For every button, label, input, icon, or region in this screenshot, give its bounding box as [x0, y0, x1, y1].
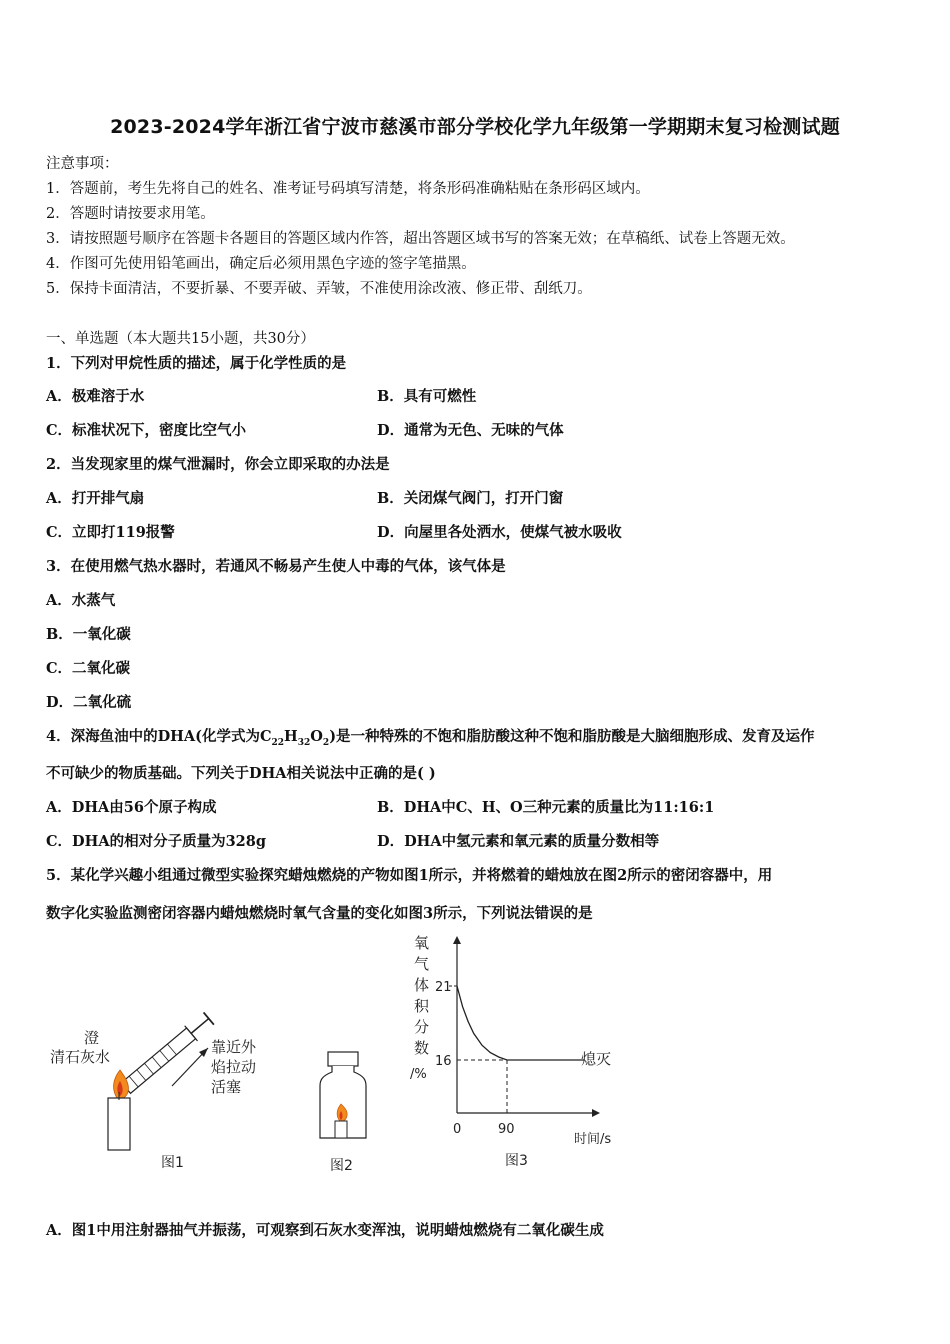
- q1-option-d: D．通常为无色、无味的气体: [377, 422, 564, 439]
- chart-xlabel: 时间/s: [574, 1132, 612, 1147]
- chart-ylabel-char: 体: [414, 976, 430, 994]
- chart-y-tick-label: 21: [435, 980, 452, 995]
- syringe-label-line1: 靠近外: [211, 1038, 257, 1056]
- q3-option-d: D．二氧化硫: [46, 694, 132, 711]
- q2-option-a: A．打开排气扇: [46, 490, 145, 507]
- q1-option-c: C．标准状况下，密度比空气小: [46, 422, 247, 439]
- notice-item: 5．保持卡面清洁，不要折暴、不要弄破、弄皱，不准使用涂改液、修正带、刮纸刀。: [46, 281, 592, 297]
- chart-ylabel-char: 积: [414, 997, 430, 1015]
- q4-option-b: B．DHA中C、H、O三种元素的质量比为11:16:1: [377, 799, 715, 816]
- question-2-stem: 2．当发现家里的煤气泄漏时，你会立即采取的办法是: [46, 456, 390, 473]
- syringe-label-line2: 焰拉动: [211, 1058, 257, 1076]
- notice-item: 3．请按照题号顺序在答题卡各题目的答题区域内作答，超出答题区域书写的答案无效；在草稿纸、试卷上答题无效。: [46, 231, 795, 247]
- q3-option-c: C．二氧化碳: [46, 660, 131, 677]
- q1-option-b: B．具有可燃性: [377, 388, 477, 405]
- x-axis-arrow-icon: [592, 1109, 600, 1117]
- chart-ylabel-char: 数: [414, 1039, 430, 1057]
- chart-ylabel-char: 氧: [414, 934, 430, 952]
- figure-1: [50, 1011, 257, 1171]
- notice-item: 4．作图可先使用铅笔画出，确定后必须用黑色字迹的签字笔描黑。: [46, 256, 476, 272]
- q4-h: H: [284, 728, 298, 745]
- question-3-stem: 3．在使用燃气热水器时，若通风不畅易产生使人中毒的气体，该气体是: [46, 558, 506, 575]
- q4-sub-o: 2: [322, 737, 330, 748]
- chart-ylabel: [414, 934, 430, 1057]
- syringe-label-line3: 活塞: [211, 1078, 242, 1096]
- limewater-label-line1: 澄: [84, 1029, 100, 1047]
- q2-option-b: B．关闭煤气阀门，打开门窗: [377, 490, 564, 507]
- figure-1-label: 图1: [161, 1155, 184, 1171]
- notice-item: 1．答题前，考生先将自己的姓名、准考证号码填写清楚，将条形码准确粘贴在条形码区域内。: [46, 181, 650, 197]
- q4-option-d: D．DHA中氢元素和氧元素的质量分数相等: [377, 833, 660, 850]
- question-4-stem-line2: 不可缺少的物质基础。下列关于DHA相关说法中正确的是( ): [46, 765, 436, 782]
- q4-option-c: C．DHA的相对分子质量为328g: [46, 833, 266, 850]
- chart-ylabel-unit: /%: [410, 1067, 427, 1082]
- q3-option-b: B．一氧化碳: [46, 626, 131, 643]
- question-1-stem: 1．下列对甲烷性质的描述，属于化学性质的是: [46, 355, 347, 372]
- notice-heading: 注意事项：: [46, 156, 119, 172]
- q4-stem-post: )是一种特殊的不饱和脂肪酸这种不饱和脂肪酸是大脑细胞形成、发育及运作: [329, 728, 815, 745]
- q2-option-c: C．立即打119报警: [46, 524, 175, 541]
- chart-x-tick-label: 90: [498, 1122, 515, 1137]
- figure-3-chart: [410, 934, 611, 1169]
- q5-option-a: A．图1中用注射器抽气并振荡，可观察到石灰水变浑浊，说明蜡烛燃烧有二氧化碳生成: [46, 1222, 604, 1239]
- chart-x-tick-label: 0: [453, 1122, 462, 1137]
- q4-stem-pre: 4．深海鱼油中的DHA(化学式为C: [46, 728, 272, 745]
- y-axis-arrow-icon: [453, 936, 461, 944]
- chart-series-line: [457, 986, 585, 1060]
- q4-sub-h: 32: [297, 737, 311, 748]
- section-heading: 一、单选题（本大题共15小题，共30分）: [46, 331, 315, 347]
- page-title: 2023-2024学年浙江省宁波市慈溪市部分学校化学九年级第一学期期末复习检测试题: [110, 116, 840, 138]
- q3-option-a: A．水蒸气: [46, 592, 116, 609]
- notice-item: 2．答题时请按要求用笔。: [46, 206, 215, 222]
- figure-2-label: 图2: [330, 1158, 353, 1174]
- q2-option-d: D．向屋里各处洒水，使煤气被水吸收: [377, 524, 622, 541]
- figure-3-label: 图3: [505, 1153, 528, 1169]
- chart-y-tick-label: 16: [435, 1054, 452, 1069]
- figure-2: [320, 1052, 366, 1174]
- q4-o: O: [310, 728, 323, 745]
- q4-option-a: A．DHA由56个原子构成: [46, 799, 217, 816]
- extinguish-annotation: 熄灭: [581, 1050, 612, 1068]
- chart-ylabel-char: 气: [414, 955, 430, 973]
- question-5-stem: 5．某化学兴趣小组通过微型实验探究蜡烛燃烧的产物如图1所示，并将燃着的蜡烛放在图2所示的密闭容器中，用: [46, 867, 773, 884]
- question-5-stem-line2: 数字化实验监测密闭容器内蜡烛燃烧时氧气含量的变化如图3所示，下列说法错误的是: [46, 905, 593, 922]
- q1-option-a: A．极难溶于水: [46, 388, 145, 405]
- q4-sub-c: 22: [271, 737, 285, 748]
- question-4-stem: [46, 725, 815, 748]
- candle-icon: [108, 1070, 130, 1150]
- experiment-figures: [0, 930, 950, 1175]
- limewater-label-line2: 清石灰水: [50, 1048, 111, 1066]
- chart-ylabel-char: 分: [414, 1018, 430, 1036]
